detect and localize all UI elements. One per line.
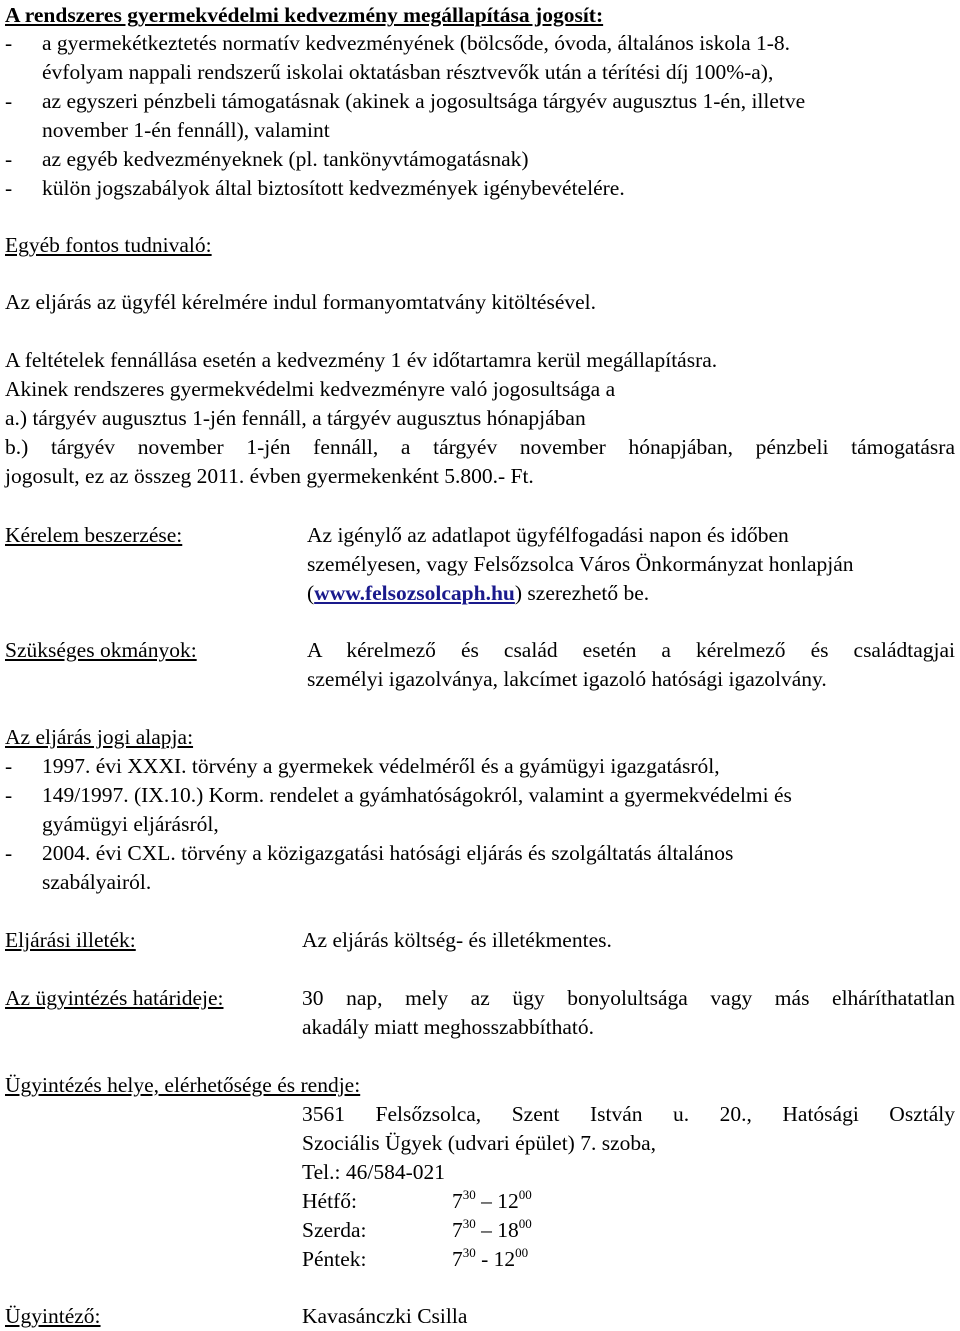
info-line: jogosult, ez az összeg 2011. évben gyermekenként 5.800.- Ft. [5,464,534,488]
info-line: b.) tárgyév november 1-jén fennáll, a tárgyév november hónapjában, pénzbeli támogatásra [5,435,955,459]
legal-heading: Az eljárás jogi alapja: [5,725,194,749]
list-item-text: november 1-én fennáll), valamint [42,118,330,142]
address-line: 3561 Felsőzsolca, Szent István u. 20., Hatósági Osztály [302,1102,955,1126]
documents-text-line: A kérelmező és család esetén a kérelmező és családtagjai [307,638,955,662]
list-dash: - [5,754,13,778]
start-hour: 7 [452,1189,463,1213]
intro-heading: A rendszeres gyermekvédelmi kedvezmény megállapítása jogosít: [5,3,604,27]
request-text-line [307,579,649,608]
list-item-text: 1997. évi XXXI. törvény a gyermekek védelméről és a gyámügyi igazgatásról, [42,754,720,778]
end-hour: 12 [497,1189,519,1213]
time-separator: - [475,1247,494,1271]
list-dash: - [5,31,13,55]
time-range [452,1187,532,1216]
list-item-text: 149/1997. (IX.10.) Korm. rendelet a gyámhatóságokról, valamint a gyermekvédelmi és [42,783,792,807]
address-line: Szociális Ügyek (udvari épület) 7. szoba, [302,1131,657,1155]
location-heading: Ügyintézés helye, elérhetősége és rendje: [5,1073,361,1097]
time-range [452,1216,532,1245]
day-label: Szerda: [302,1218,367,1242]
info-paragraph: Az eljárás az ügyfél kérelmére indul formanyomtatvány kitöltésével. [5,290,597,314]
list-item-text: az egyéb kedvezményeknek (pl. tankönyvtámogatásnak) [42,147,529,171]
list-item-text: évfolyam nappali rendszerű iskolai oktatásban résztvevők után a térítési díj 100%-a), [42,60,774,84]
documents-label: Szükséges okmányok: [5,638,197,662]
time-separator: – [475,1218,498,1242]
info-heading: Egyéb fontos tudnivaló: [5,233,212,257]
office-hours-row [5,1187,955,1216]
end-minute: 00 [518,1215,532,1231]
deadline-label: Az ügyintézés határideje: [5,986,224,1010]
request-text-end: ) szerezhető be. [514,581,650,605]
end-hour: 18 [497,1218,519,1242]
list-item-text: az egyszeri pénzbeli támogatásnak (akinek a jogosultsága tárgyév augusztus 1-én, illetve [42,89,806,113]
office-hours-row [5,1245,955,1274]
list-dash: - [5,841,13,865]
start-minute: 30 [462,1215,476,1231]
documents-text-line: személyi igazolványa, lakcímet igazoló hatósági igazolvány. [307,667,827,691]
officer-label: Ügyintéző: [5,1304,101,1328]
info-line: a.) tárgyév augusztus 1-jén fennáll, a tárgyév augusztus hónapjában [5,406,586,430]
day-label: Hétfő: [302,1189,357,1213]
list-item-text: 2004. évi CXL. törvény a közigazgatási hatósági eljárás és szolgáltatás általános [42,841,734,865]
deadline-text-line: 30 nap, mely az ügy bonyolultsága vagy más elháríthatatlan [302,986,955,1010]
list-dash: - [5,176,13,200]
request-label: Kérelem beszerzése: [5,523,183,547]
time-range [452,1245,528,1274]
list-dash: - [5,783,13,807]
fee-text: Az eljárás költség- és illetékmentes. [302,928,612,952]
request-text-line: személyesen, vagy Felsőzsolca Város Önkormányzat honlapján [307,552,854,576]
request-text-line: Az igénylő az adatlapot ügyfélfogadási napon és időben [307,523,789,547]
list-dash: - [5,147,13,171]
end-minute: 00 [518,1186,532,1202]
info-line: Akinek rendszeres gyermekvédelmi kedvezményre való jogosultsága a [5,377,616,401]
start-hour: 7 [452,1247,463,1271]
list-item-text: gyámügyi eljárásról, [42,812,219,836]
start-minute: 30 [462,1186,476,1202]
paren-open: ( [307,581,315,605]
phone-number: Tel.: 46/584-021 [302,1160,446,1184]
website-link[interactable]: www.felsozsolcaph.hu [314,581,515,605]
officer-name: Kavasánczki Csilla [302,1304,468,1328]
time-separator: – [475,1189,498,1213]
deadline-text-line: akadály miatt meghosszabbítható. [302,1015,594,1039]
office-hours-row [5,1216,955,1245]
list-item-text: külön jogszabályok által biztosított kedvezmények igénybevételére. [42,176,625,200]
info-line: A feltételek fennállása esetén a kedvezmény 1 év időtartamra kerül megállapításra. [5,348,718,372]
list-dash: - [5,89,13,113]
list-item-text: a gyermekétkeztetés normatív kedvezményének (bölcsőde, óvoda, általános iskola 1-8. [42,31,791,55]
end-minute: 00 [515,1244,529,1260]
start-hour: 7 [452,1218,463,1242]
fee-label: Eljárási illeték: [5,928,136,952]
day-label: Péntek: [302,1247,367,1271]
list-item-text: szabályairól. [42,870,152,894]
end-hour: 12 [493,1247,516,1271]
start-minute: 30 [462,1244,476,1260]
